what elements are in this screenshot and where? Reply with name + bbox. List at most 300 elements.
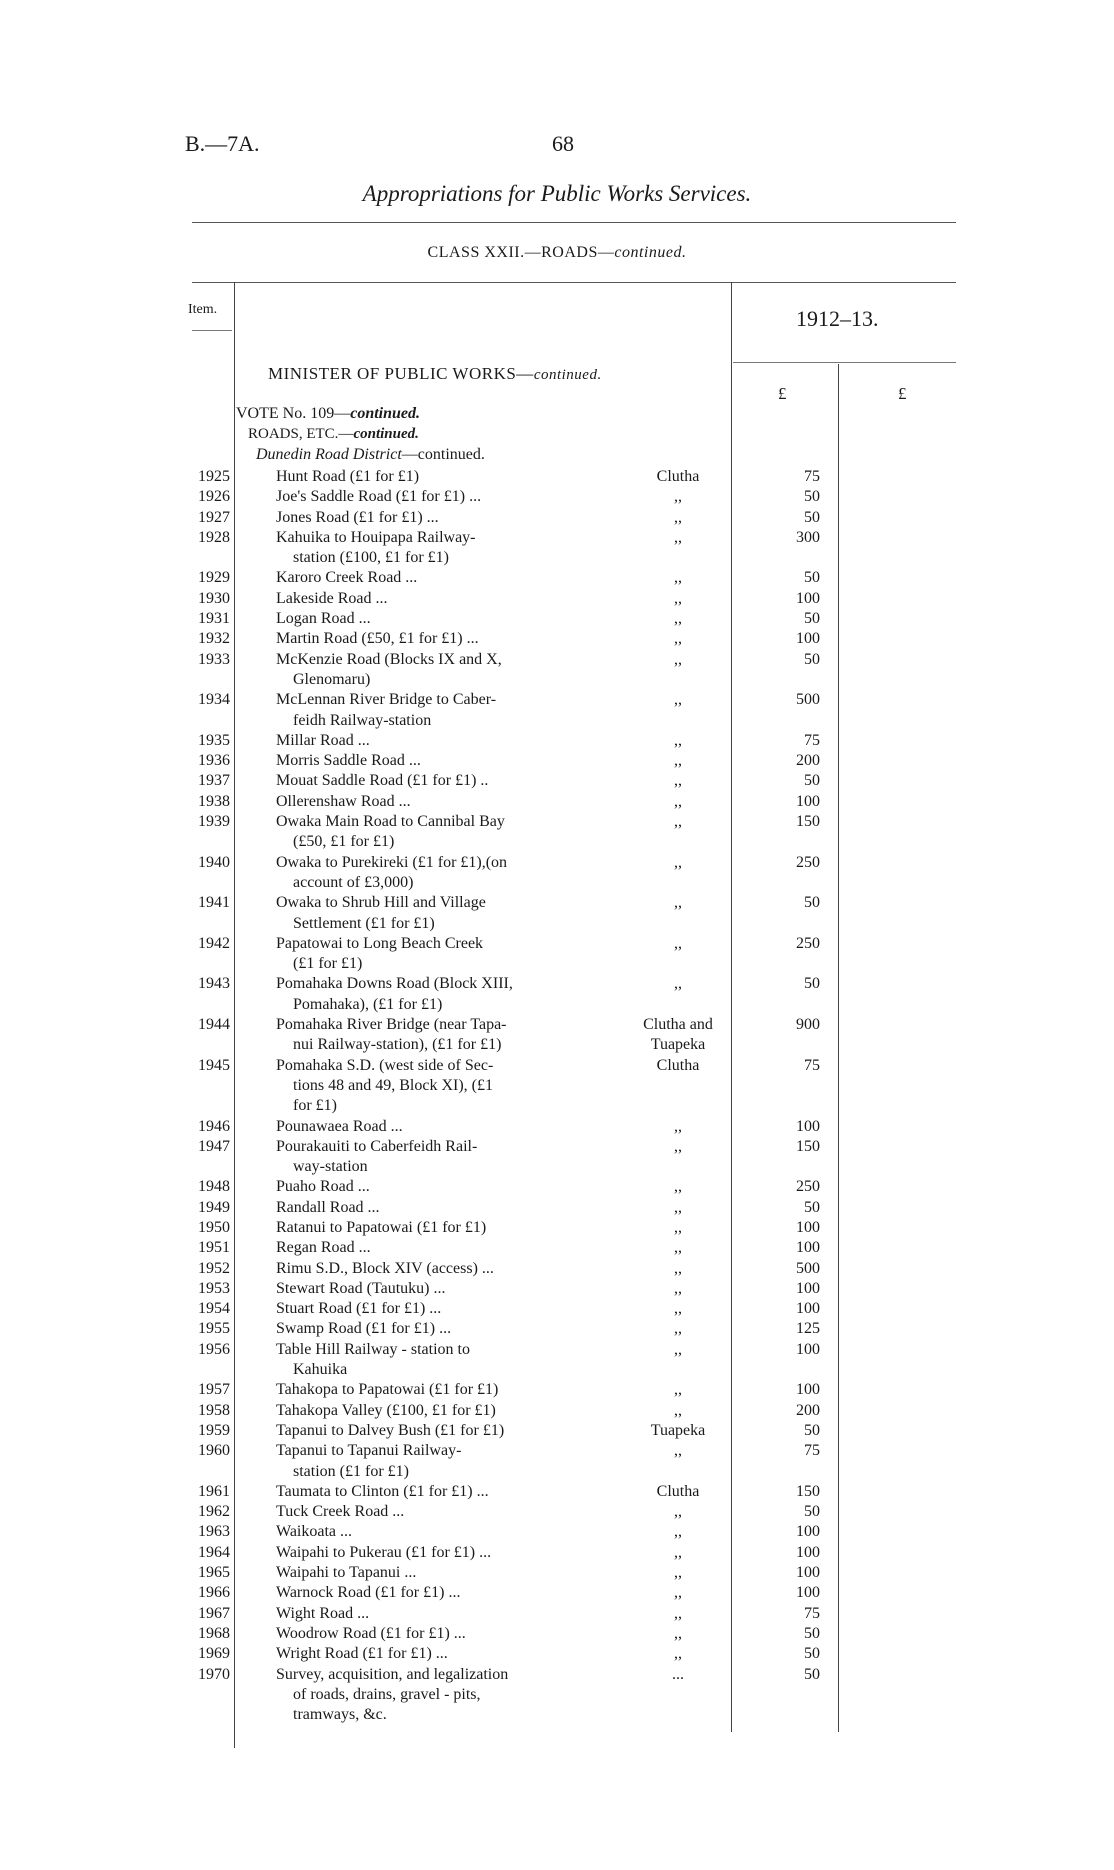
item-number: 1937 (198, 772, 230, 790)
class-title (0, 244, 1114, 262)
item-number: 1960 (198, 1442, 230, 1460)
district-name: Clutha and (643, 1016, 713, 1034)
road-description (276, 1117, 586, 1137)
amount-cell: 300 (796, 528, 820, 546)
district-name: ,, (674, 1543, 682, 1561)
road-description (276, 1543, 586, 1563)
item-number: 1967 (198, 1604, 230, 1622)
district-cell (612, 853, 744, 873)
table-row (0, 1522, 1114, 1542)
item-number: 1955 (198, 1320, 230, 1338)
item-number: 1929 (198, 569, 230, 587)
table-row (0, 690, 1114, 731)
description-line: Survey, acquisition, and legalization (276, 1665, 509, 1683)
district-name: ,, (674, 1300, 682, 1318)
amount-cell: 100 (796, 589, 820, 607)
district-name: ,, (674, 508, 682, 526)
item-number: 1962 (198, 1503, 230, 1521)
description-line: of roads, drains, gravel - pits, (293, 1685, 481, 1703)
table-row (0, 751, 1114, 771)
table-row (0, 1177, 1114, 1197)
district-name: ,, (674, 1624, 682, 1642)
minister-heading (268, 364, 602, 384)
district-name: Clutha (656, 1482, 700, 1500)
table-row (0, 1340, 1114, 1381)
table-row (0, 1380, 1114, 1400)
amount-cell: 100 (796, 630, 820, 648)
district-cell (612, 1665, 744, 1685)
item-number: 1926 (198, 488, 230, 506)
road-description (276, 1665, 586, 1726)
description-line: Wight Road ... (276, 1604, 370, 1622)
district-cell (612, 1543, 744, 1563)
district-cell (612, 1056, 744, 1076)
table-row (0, 1421, 1114, 1441)
description-line: Swamp Road (£1 for £1) ... (276, 1320, 452, 1338)
road-description (276, 1137, 586, 1178)
class-title-suffix: continued. (614, 244, 687, 261)
table-row (0, 629, 1114, 649)
district-name: ,, (674, 813, 682, 831)
road-description (276, 508, 586, 528)
item-number: 1953 (198, 1279, 230, 1297)
description-line: station (£100, £1 for £1) (293, 549, 449, 567)
table-row (0, 508, 1114, 528)
amount-cell: 50 (804, 508, 820, 526)
table-row (0, 589, 1114, 609)
district-name: ,, (674, 1259, 682, 1277)
table-row (0, 792, 1114, 812)
description-line: Ollerenshaw Road ... (276, 792, 411, 810)
description-line: Tahakopa Valley (£100, £1 for £1) (276, 1401, 496, 1419)
description-line: station (£1 for £1) (293, 1462, 409, 1480)
page-title: Appropriations for Public Works Services. (362, 181, 752, 206)
amount-cell: 100 (796, 1279, 820, 1297)
road-description (276, 974, 586, 1015)
amount-cell: 200 (796, 1401, 820, 1419)
district-name: Clutha (656, 468, 700, 485)
road-description (276, 893, 586, 934)
table-row (0, 1502, 1114, 1522)
amount-cell: 100 (796, 1218, 820, 1236)
amount-cell: 100 (796, 1564, 820, 1582)
district-cell (612, 487, 744, 507)
description-line: Owaka to Shrub Hill and Village (276, 894, 486, 912)
description-line: McLennan River Bridge to Caber- (276, 691, 497, 709)
amount-cell: 100 (796, 1543, 820, 1561)
district-name: ,, (674, 1564, 682, 1582)
district-name: ... (672, 1665, 684, 1683)
district-name: ,, (674, 1503, 682, 1521)
item-number: 1969 (198, 1645, 230, 1663)
amount-cell: 75 (804, 468, 820, 485)
district-cell (612, 508, 744, 528)
amount-cell: 125 (796, 1320, 820, 1338)
district-cell (612, 467, 744, 487)
table-row (0, 1279, 1114, 1299)
district-cell (612, 1441, 744, 1461)
item-number: 1944 (198, 1016, 230, 1034)
table-row (0, 528, 1114, 569)
item-number: 1952 (198, 1259, 230, 1277)
district-cell (612, 974, 744, 994)
item-number: 1942 (198, 934, 230, 952)
district-name: ,, (674, 1320, 682, 1338)
district-cell (612, 1198, 744, 1218)
amount-cell: 50 (804, 1198, 820, 1216)
description-line: Pomahaka Downs Road (Block XIII, (276, 975, 513, 993)
table-row (0, 1117, 1114, 1137)
road-description (276, 629, 586, 649)
district-cell (612, 812, 744, 832)
district-cell (612, 1482, 744, 1502)
road-description (276, 589, 586, 609)
item-number: 1964 (198, 1543, 230, 1561)
district-cell (612, 1522, 744, 1542)
table-row (0, 731, 1114, 751)
road-description (276, 1421, 586, 1441)
district-cell (612, 1177, 744, 1197)
district-name: ,, (674, 1279, 682, 1297)
road-description (276, 1401, 586, 1421)
road-description (276, 487, 586, 507)
item-number: 1939 (198, 813, 230, 831)
description-line: Waipahi to Pukerau (£1 for £1) ... (276, 1543, 492, 1561)
road-description (276, 731, 586, 751)
description-line: Papatowai to Long Beach Creek (276, 934, 484, 952)
description-line: Regan Road ... (276, 1239, 371, 1257)
item-number: 1935 (198, 731, 230, 749)
district-cell (612, 1137, 744, 1157)
district-cell (612, 1421, 744, 1441)
description-line: Logan Road ... (276, 610, 371, 628)
district-name: ,, (674, 1137, 682, 1155)
amount-cell: 50 (804, 894, 820, 912)
district-name: ,, (674, 569, 682, 587)
description-line: Joe's Saddle Road (£1 for £1) ... (276, 488, 482, 506)
amount-cell: 500 (796, 1259, 820, 1277)
description-line: Tuck Creek Road ... (276, 1503, 405, 1521)
description-line: Mouat Saddle Road (£1 for £1) .. (276, 772, 489, 790)
item-header-rule (192, 330, 232, 331)
roads-heading (248, 426, 419, 443)
table-row (0, 1604, 1114, 1624)
road-description (276, 1279, 586, 1299)
amount-cell: 50 (804, 1624, 820, 1642)
description-line: (£50, £1 for £1) (293, 833, 395, 851)
road-description (276, 1299, 586, 1319)
district-cell (612, 1015, 744, 1056)
district-name: ,, (674, 752, 682, 770)
description-line: Stewart Road (Tautuku) ... (276, 1279, 446, 1297)
description-line: Ratanui to Papatowai (£1 for £1) (276, 1218, 487, 1236)
pound-header-1: £ (778, 384, 787, 403)
item-number: 1938 (198, 792, 230, 810)
road-description (276, 792, 586, 812)
road-description (276, 1218, 586, 1238)
table-row (0, 812, 1114, 853)
district-cell (612, 1563, 744, 1583)
description-line: Woodrow Road (£1 for £1) ... (276, 1624, 466, 1642)
district-cell (612, 893, 744, 913)
road-description (276, 1340, 586, 1381)
table-row (0, 934, 1114, 975)
minister-heading-suffix: continued. (533, 367, 602, 383)
description-line: tramways, &c. (293, 1706, 387, 1724)
description-line: Rimu S.D., Block XIV (access) ... (276, 1259, 494, 1277)
district-cell (612, 1583, 744, 1603)
item-number: 1949 (198, 1198, 230, 1216)
district-name: ,, (674, 610, 682, 628)
district-cell (612, 629, 744, 649)
amount-cell: 100 (796, 1239, 820, 1257)
district-cell (612, 751, 744, 771)
table-row (0, 771, 1114, 791)
amount-cell: 250 (796, 1178, 820, 1196)
table-row (0, 853, 1114, 894)
description-line: Randall Road ... (276, 1198, 380, 1216)
item-number: 1930 (198, 589, 230, 607)
item-number: 1954 (198, 1300, 230, 1318)
district-cell (612, 609, 744, 629)
table-row (0, 568, 1114, 588)
road-description (276, 751, 586, 771)
district-name: ,, (674, 1442, 682, 1460)
road-description (276, 650, 586, 691)
amount-cell: 50 (804, 650, 820, 668)
district-cell (612, 1380, 744, 1400)
description-line: Tapanui to Dalvey Bush (£1 for £1) (276, 1421, 505, 1439)
district-name: ,, (674, 894, 682, 912)
amount-cell: 200 (796, 752, 820, 770)
road-description (276, 568, 586, 588)
road-description (276, 1563, 586, 1583)
item-number: 1963 (198, 1523, 230, 1541)
district-cell (612, 1279, 744, 1299)
road-description (276, 1441, 586, 1482)
vote-heading (236, 405, 420, 423)
item-number: 1968 (198, 1624, 230, 1642)
table-row (0, 1198, 1114, 1218)
amount-cell: 75 (804, 731, 820, 749)
road-description (276, 1198, 586, 1218)
district-name: ,, (674, 934, 682, 952)
description-line: Warnock Road (£1 for £1) ... (276, 1584, 461, 1602)
description-line: nui Railway-station), (£1 for £1) (293, 1036, 502, 1054)
district-cell (612, 589, 744, 609)
table-row (0, 1665, 1114, 1726)
district-cell (612, 1340, 744, 1360)
district-cell (612, 1238, 744, 1258)
description-line: Pomahaka River Bridge (near Tapa- (276, 1016, 507, 1034)
description-line: (£1 for £1) (293, 955, 363, 973)
description-line: Stuart Road (£1 for £1) ... (276, 1300, 442, 1318)
description-line: Pomahaka S.D. (west side of Sec- (276, 1056, 494, 1074)
road-description (276, 1056, 586, 1117)
amount-cell: 75 (804, 1442, 820, 1460)
table-row (0, 1543, 1114, 1563)
item-number: 1958 (198, 1401, 230, 1419)
district-name: ,, (674, 853, 682, 871)
pound-header-2: £ (898, 384, 907, 403)
table-row (0, 1056, 1114, 1117)
item-number: 1948 (198, 1178, 230, 1196)
amount-cell: 100 (796, 1381, 820, 1399)
table-row (0, 1583, 1114, 1603)
item-number: 1956 (198, 1340, 230, 1358)
table-row (0, 650, 1114, 691)
description-line: Settlement (£1 for £1) (293, 914, 435, 932)
district-name: ,, (674, 975, 682, 993)
class-title-main: CLASS XXII.—ROADS— (427, 244, 615, 261)
table-row (0, 1624, 1114, 1644)
description-line: Millar Road ... (276, 731, 370, 749)
description-line: Pomahaka), (£1 for £1) (293, 995, 443, 1013)
item-number: 1961 (198, 1482, 230, 1500)
amount-cell: 50 (804, 1421, 820, 1439)
description-line: Martin Road (£50, £1 for £1) ... (276, 630, 479, 648)
district-name: ,, (674, 528, 682, 546)
column-header-year: 1912–13. (796, 306, 879, 331)
amount-cell: 100 (796, 1300, 820, 1318)
table-row (0, 893, 1114, 934)
road-description (276, 771, 586, 791)
district-cell (612, 771, 744, 791)
item-number: 1943 (198, 975, 230, 993)
road-description (276, 1522, 586, 1542)
district-name: ,, (674, 1604, 682, 1622)
table-row (0, 1259, 1114, 1279)
minister-heading-main: MINISTER OF PUBLIC WORKS— (268, 364, 534, 383)
item-number: 1927 (198, 508, 230, 526)
item-number: 1966 (198, 1584, 230, 1602)
district-heading-suffix: —continued. (401, 446, 485, 463)
district-heading (256, 446, 485, 464)
road-description (276, 1502, 586, 1522)
vote-heading-suffix: continued. (350, 405, 421, 422)
description-line: feidh Railway-station (293, 711, 432, 729)
description-line: Pounawaea Road ... (276, 1117, 403, 1135)
road-description (276, 1259, 586, 1279)
amount-cell: 100 (796, 1340, 820, 1358)
item-number: 1946 (198, 1117, 230, 1135)
description-line: Kahuika (293, 1361, 348, 1379)
district-name: ,, (674, 1645, 682, 1663)
description-line: Morris Saddle Road ... (276, 752, 421, 770)
road-description (276, 690, 586, 731)
road-description (276, 812, 586, 853)
item-number: 1936 (198, 752, 230, 770)
district-name: ,, (674, 1381, 682, 1399)
district-name: ,, (674, 630, 682, 648)
table-row (0, 1238, 1114, 1258)
description-line: Table Hill Railway - station to (276, 1340, 470, 1358)
district-name: ,, (674, 731, 682, 749)
item-number: 1945 (198, 1056, 230, 1074)
description-line: Waipahi to Tapanui ... (276, 1564, 417, 1582)
description-line: Jones Road (£1 for £1) ... (276, 508, 439, 526)
item-number: 1928 (198, 528, 230, 546)
amount-cell: 100 (796, 1523, 820, 1541)
district-name: ,, (674, 1178, 682, 1196)
item-number: 1925 (198, 468, 230, 485)
district-name: ,, (674, 1198, 682, 1216)
column-header-item: Item. (188, 302, 218, 317)
district-name: Clutha (656, 1056, 700, 1074)
amount-cell: 100 (796, 1584, 820, 1602)
description-line: Owaka Main Road to Cannibal Bay (276, 813, 505, 831)
district-name: ,, (674, 1401, 682, 1419)
description-line: Puaho Road ... (276, 1178, 370, 1196)
roads-heading-main: ROADS, ETC.— (248, 426, 354, 442)
item-number: 1934 (198, 691, 230, 709)
district-name: ,, (674, 1584, 682, 1602)
item-number: 1957 (198, 1381, 230, 1399)
district-cell (612, 1117, 744, 1137)
description-line: Hunt Road (£1 for £1) (276, 468, 420, 485)
table-row (0, 1015, 1114, 1056)
table-row (0, 1644, 1114, 1664)
road-description (276, 1015, 586, 1056)
road-description (276, 1604, 586, 1624)
description-line: Kahuika to Houipapa Railway- (276, 528, 476, 546)
district-name: ,, (674, 650, 682, 668)
item-number: 1940 (198, 853, 230, 871)
road-description (276, 934, 586, 975)
road-description (276, 1177, 586, 1197)
district-cell (612, 934, 744, 954)
amount-cell: 75 (804, 1604, 820, 1622)
amount-cell: 150 (796, 813, 820, 831)
amount-cell: 50 (804, 1645, 820, 1663)
district-cell (612, 650, 744, 670)
amount-cell: 150 (796, 1137, 820, 1155)
page-number: 68 (552, 131, 574, 156)
district-cell (612, 1604, 744, 1624)
road-description (276, 1644, 586, 1664)
item-number: 1933 (198, 650, 230, 668)
amount-cell: 100 (796, 792, 820, 810)
description-line: Owaka to Purekireki (£1 for £1),(on (276, 853, 508, 871)
road-description (276, 1583, 586, 1603)
district-cell (612, 731, 744, 751)
amount-cell: 100 (796, 1117, 820, 1135)
description-line: Lakeside Road ... (276, 589, 388, 607)
road-description (276, 467, 586, 487)
district-name: ,, (674, 1117, 682, 1135)
road-description (276, 1380, 586, 1400)
description-line: tions 48 and 49, Block XI), (£1 (293, 1076, 493, 1094)
district-name: ,, (674, 488, 682, 506)
amount-cell: 50 (804, 488, 820, 506)
road-description (276, 1624, 586, 1644)
road-description (276, 1238, 586, 1258)
district-name: Tuapeka (650, 1421, 706, 1439)
district-name: ,, (674, 1218, 682, 1236)
road-description (276, 609, 586, 629)
amount-cell: 50 (804, 772, 820, 790)
vote-heading-main: VOTE No. 109— (236, 405, 351, 422)
road-description (276, 528, 586, 569)
road-description (276, 1482, 586, 1502)
amount-cell: 50 (804, 610, 820, 628)
district-name: ,, (674, 691, 682, 709)
district-cell (612, 1502, 744, 1522)
description-line: for £1) (293, 1097, 337, 1115)
description-line: McKenzie Road (Blocks IX and X, (276, 650, 502, 668)
amount-cell: 50 (804, 569, 820, 587)
description-line: Tapanui to Tapanui Railway- (276, 1442, 462, 1460)
